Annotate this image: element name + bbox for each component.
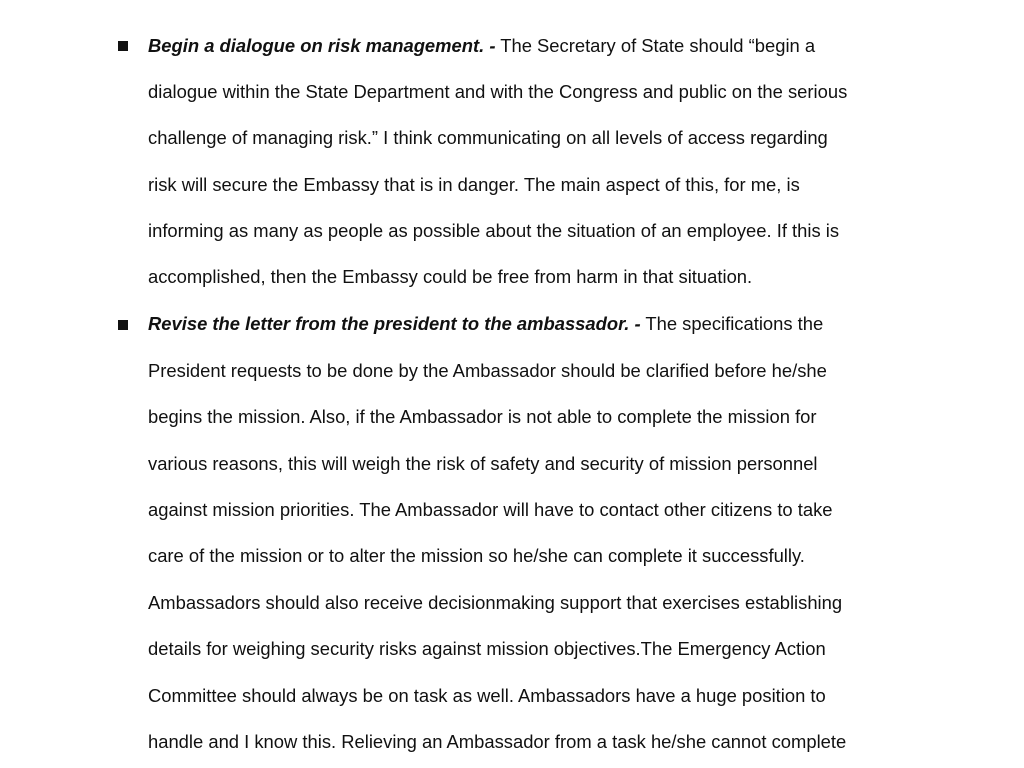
paragraph-line: informing as many as people as possible about the situation of an employee. If this is: [148, 220, 840, 241]
paragraph-line: dialogue within the State Department and with the Congress and public on the serious: [148, 81, 848, 102]
item-heading: Begin a dialogue on risk management. -: [148, 35, 496, 56]
paragraph-line: accomplished, then the Embassy could be free from harm in that situation.: [148, 266, 753, 287]
bullet-square-icon: [118, 320, 128, 330]
item-text: The Secretary of State should “begin a: [495, 35, 816, 56]
item-text: The specifications the: [640, 313, 824, 334]
paragraph-line: details for weighing security risks against mission objectives.The Emergency Action: [148, 638, 826, 659]
paragraph-line: various reasons, this will weigh the risk of safety and security of mission personnel: [148, 453, 818, 474]
paragraph-line: handle and I know this. Relieving an Ambassador from a task he/she cannot complete: [148, 731, 847, 752]
paragraph-line: Committee should always be on task as well. Ambassadors have a huge position to: [148, 685, 826, 706]
paragraph-line: Ambassadors should also receive decisionmaking support that exercises establishing: [148, 592, 843, 613]
paragraph-line: care of the mission or to alter the mission so he/she can complete it successfully.: [148, 545, 805, 566]
paragraph-line: [148, 34, 815, 58]
item-heading: Revise the letter from the president to the ambassador. -: [148, 313, 641, 334]
paragraph-line: President requests to be done by the Ambassador should be clarified before he/she: [148, 360, 827, 381]
paragraph-line: [148, 312, 823, 336]
paragraph-line: against mission priorities. The Ambassador will have to contact other citizens to take: [148, 499, 833, 520]
paragraph-line: begins the mission. Also, if the Ambassador is not able to complete the mission for: [148, 406, 817, 427]
paragraph-line: challenge of managing risk.” I think communicating on all levels of access regarding: [148, 127, 828, 148]
paragraph-line: risk will secure the Embassy that is in danger. The main aspect of this, for me, is: [148, 174, 800, 195]
bullet-square-icon: [118, 41, 128, 51]
